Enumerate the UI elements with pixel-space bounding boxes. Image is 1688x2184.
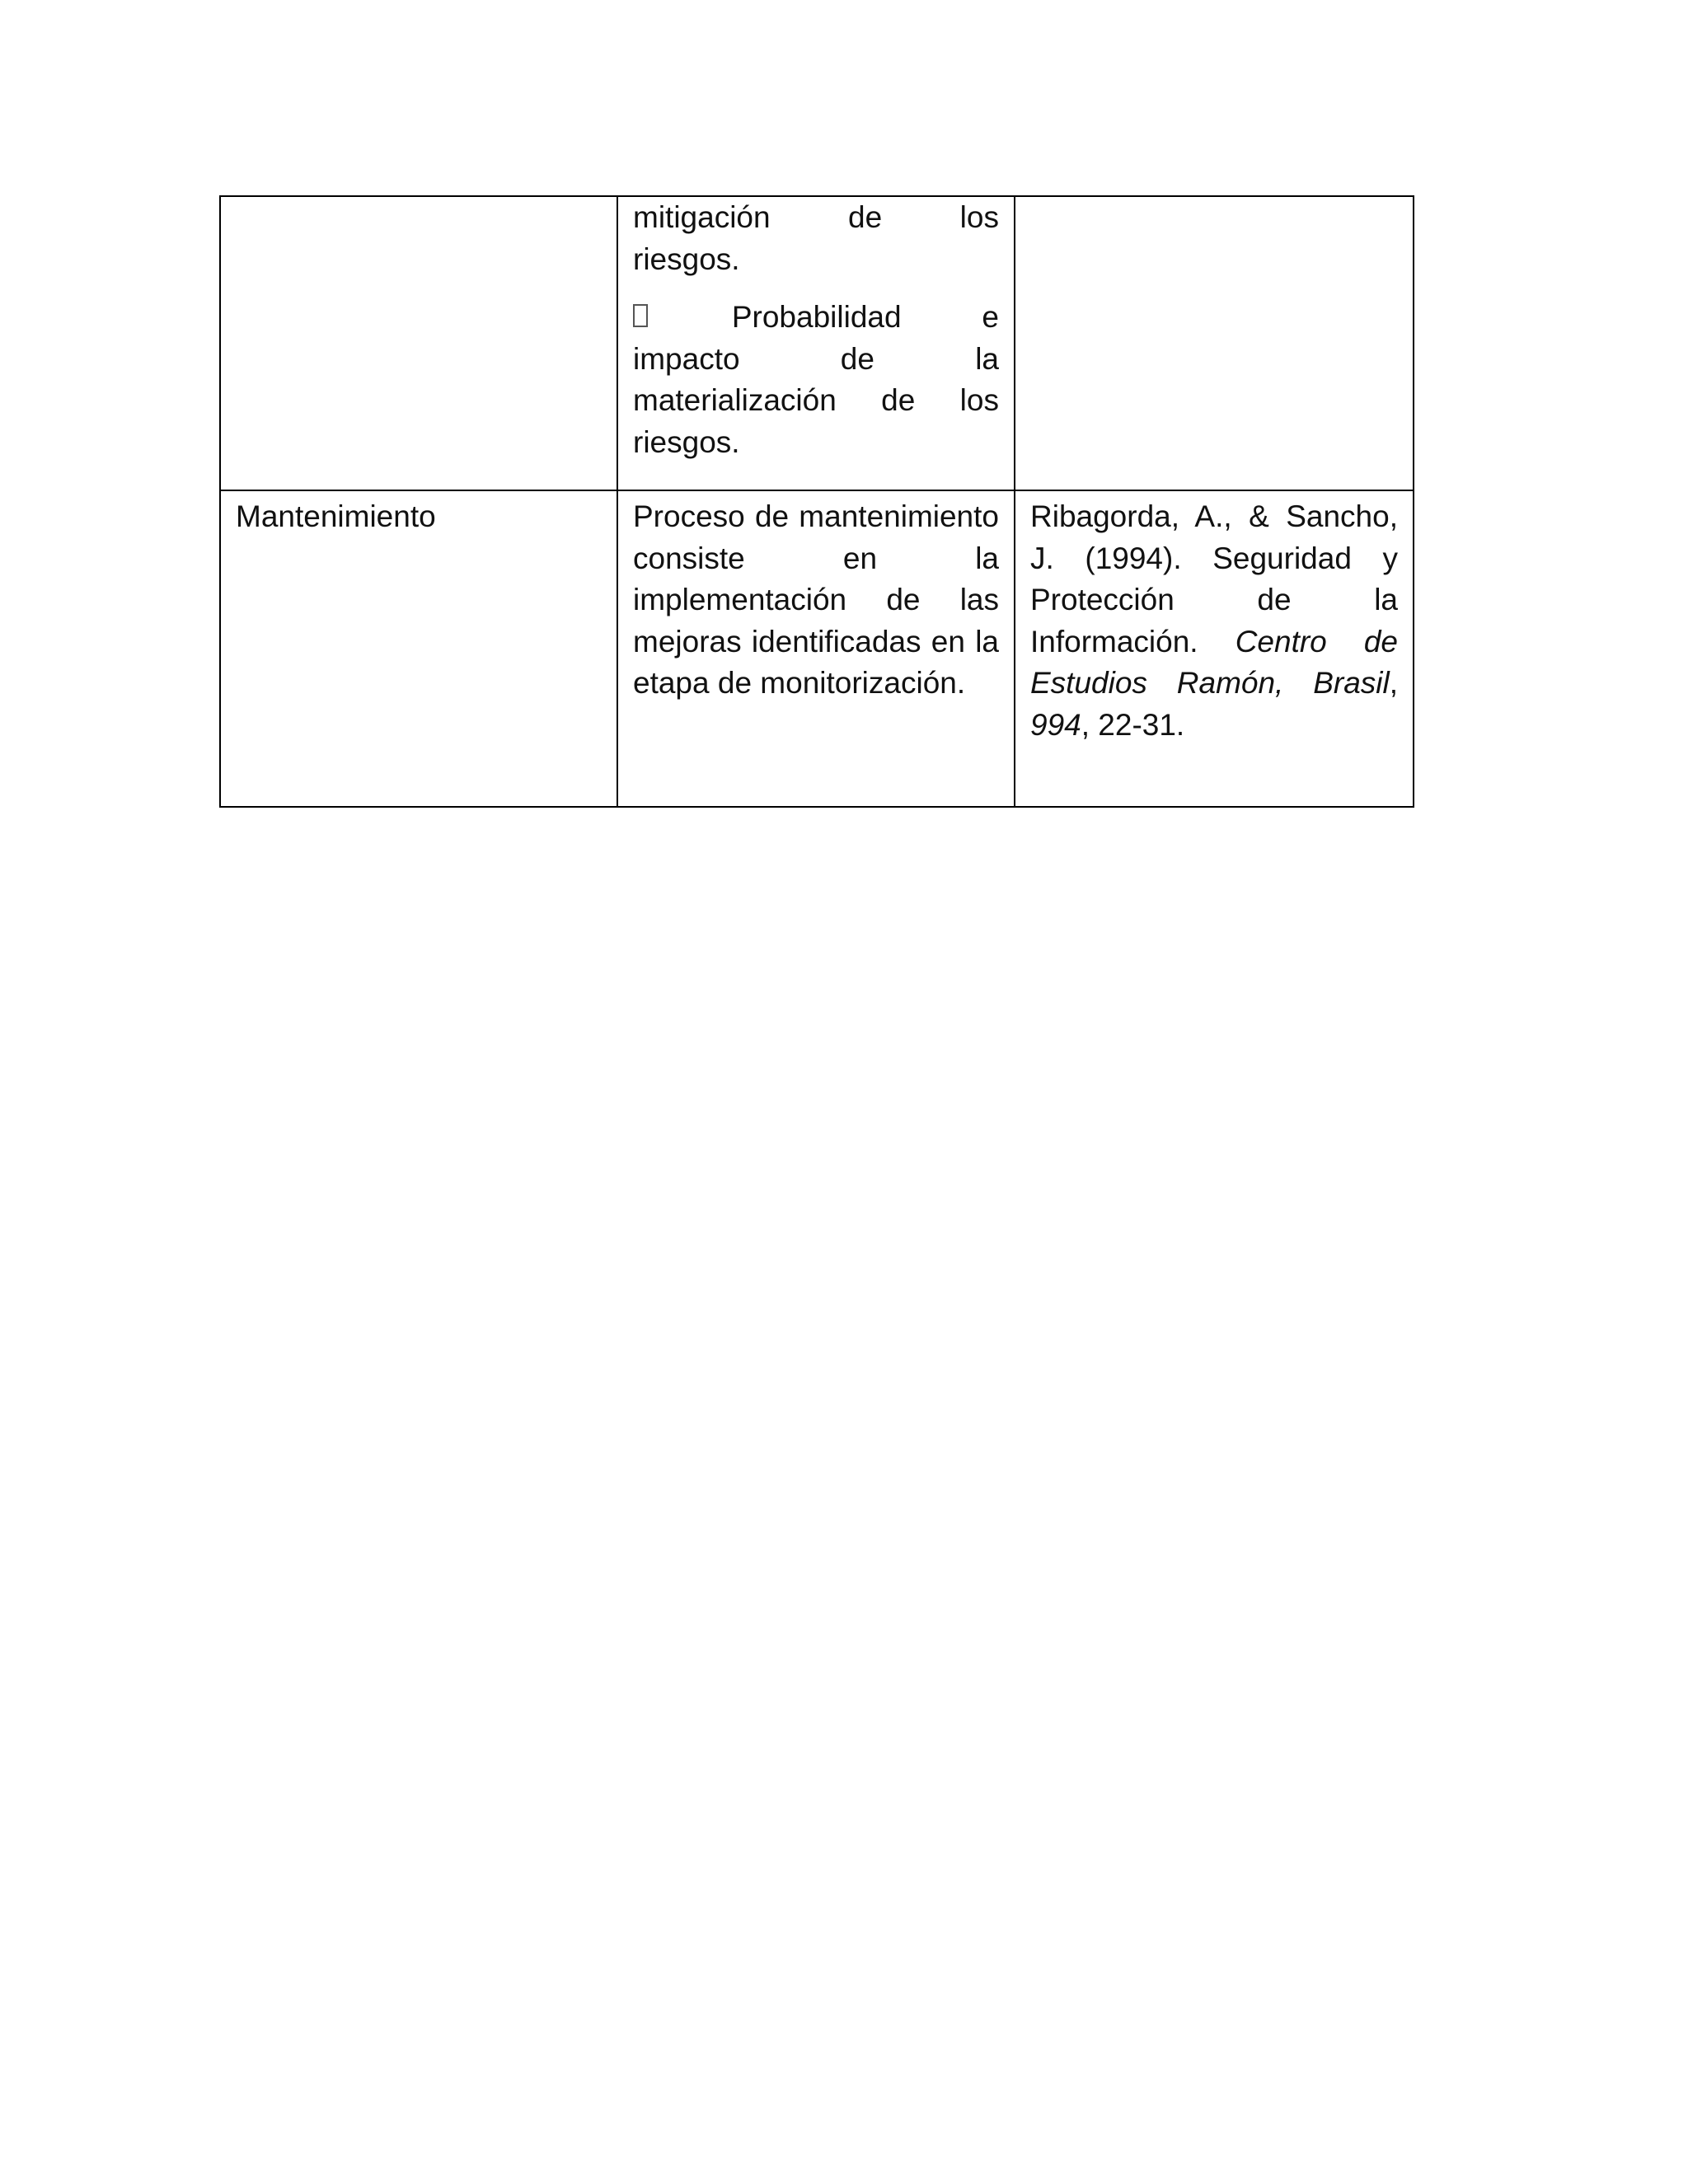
table-cell-risk-criteria xyxy=(617,196,1015,490)
table-cell-description xyxy=(617,490,1015,807)
bullet-item-probability xyxy=(633,297,999,463)
word: mitigación xyxy=(633,200,771,234)
table-row xyxy=(220,490,1414,807)
word: los xyxy=(959,200,999,234)
reference-volume: 994 xyxy=(1030,707,1081,742)
continued-line-end: riesgos. xyxy=(633,241,740,276)
table-cell-empty xyxy=(220,196,617,490)
continued-line xyxy=(633,197,999,239)
table-cell-empty xyxy=(1015,196,1414,490)
document-table xyxy=(219,195,1414,808)
description-text: Proceso de mantenimiento consiste en la implementación de las mejoras identificadas en la etapa de monitorización. xyxy=(633,499,999,700)
bullet-text-rest: impacto de la materialización de los riesgos. xyxy=(633,341,999,459)
reference-pages: , 22-31. xyxy=(1081,707,1185,742)
table-cell-reference xyxy=(1015,490,1414,807)
table-row xyxy=(220,196,1414,490)
word: Probabilidad xyxy=(731,300,902,334)
word: e xyxy=(982,300,999,334)
bullet-box-icon xyxy=(633,304,648,327)
reference-journal: Centro de Estudios Ramón, Brasil xyxy=(1030,624,1398,700)
bullet-first-line xyxy=(633,297,999,339)
phase-name: Mantenimiento xyxy=(236,499,436,533)
reference-separator: , xyxy=(1389,666,1398,700)
word: de xyxy=(848,200,883,234)
table-cell-phase-name xyxy=(220,490,617,807)
reference-authors: Ribagorda, A., & Sancho, J. (1994). Seguridad y Protección de la Información. xyxy=(1030,499,1398,658)
reference-text xyxy=(1030,496,1398,746)
